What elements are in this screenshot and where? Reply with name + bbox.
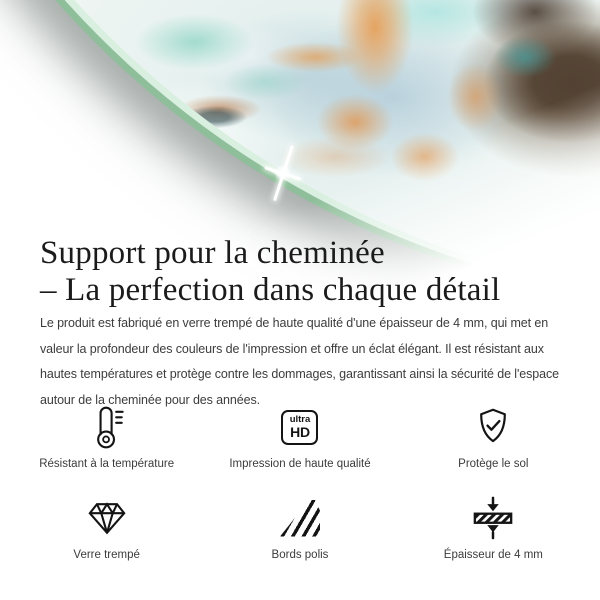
feature-label: Résistant à la température: [39, 458, 175, 470]
ultra-hd-badge-bottom: HD: [290, 424, 310, 440]
feature-tempered-glass: [10, 495, 203, 562]
feature-floor-protection: [397, 404, 590, 471]
feature-thickness: [397, 495, 590, 562]
description-line: valeur la profondeur des couleurs de l'impression et offre un éclat élégant. Il est résistant aux: [40, 341, 544, 356]
title-line-1: Support pour la cheminée: [40, 235, 385, 271]
feature-label: Verre trempé: [73, 549, 140, 561]
feature-temperature: [10, 404, 203, 471]
polished-edges-icon: [280, 495, 320, 541]
page-title: [40, 235, 570, 309]
features-grid: [10, 404, 590, 562]
ultra-hd-badge-top: ultra: [289, 414, 311, 425]
text-section: [40, 235, 570, 413]
ultra-hd-badge: [281, 410, 318, 445]
diamond-icon: [86, 495, 128, 541]
thickness-icon: [469, 495, 517, 541]
title-line-2: – La perfection dans chaque détail: [40, 272, 501, 308]
feature-polished-edges: [203, 495, 396, 562]
description-line: hautes températures et protège contre les dommages, garantissant ainsi la sécurité de l'espace: [40, 367, 559, 381]
feature-print-quality: [203, 404, 396, 471]
description-line: autour de la cheminée pour des années.: [40, 392, 260, 407]
ultra-hd-icon: [281, 404, 318, 450]
description-line: Le produit est fabriqué en verre trempé de haute qualité d'une épaisseur de 4 mm, qui met en: [40, 316, 549, 330]
feature-label: Protège le sol: [458, 458, 529, 470]
feature-label: Impression de haute qualité: [229, 458, 371, 470]
diagonal-stripes-shape: [280, 500, 320, 537]
thermometer-icon: [87, 404, 127, 450]
product-description: [40, 311, 570, 413]
shield-check-icon: [474, 404, 512, 450]
feature-label: Bords polis: [271, 549, 329, 561]
feature-label: Épaisseur de 4 mm: [443, 549, 543, 561]
